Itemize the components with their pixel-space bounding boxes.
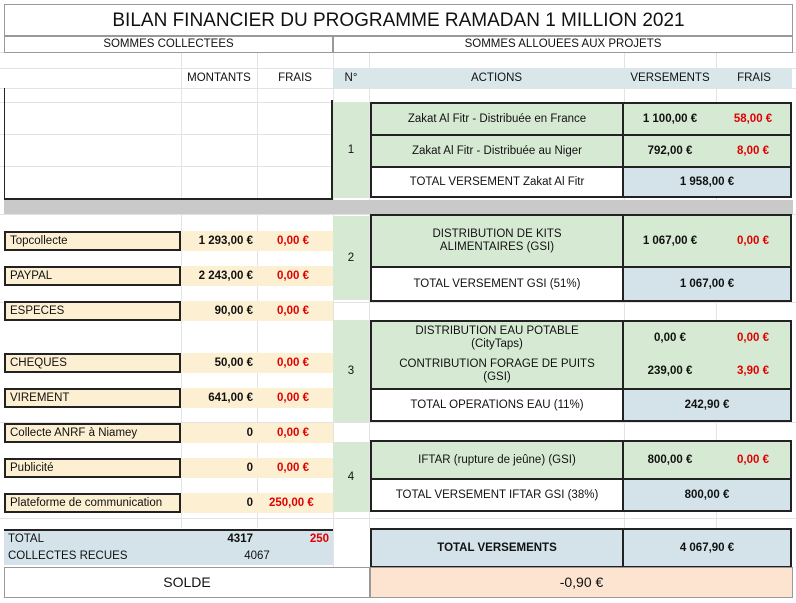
project-1-divider — [372, 134, 790, 136]
montants-column-header: MONTANTS — [187, 71, 251, 84]
project-2-row-1-frais: 0,00 € — [716, 216, 790, 266]
page-title: BILAN FINANCIER DU PROGRAMME RAMADAN 1 MILLION 2021 — [4, 4, 793, 36]
solde-label: SOLDE — [4, 567, 370, 598]
collection-amount: 50,00 € — [181, 353, 257, 373]
number-column-header: N° — [333, 68, 369, 88]
collectes-recues-value: 4067 — [181, 547, 333, 565]
project-1-total-value: 1 958,00 € — [624, 168, 790, 196]
project-4-row-1-action: IFTAR (rupture de jeûne) (GSI) — [372, 442, 622, 478]
project-1-row-1-versement: 1 100,00 € — [624, 104, 716, 134]
grand-total-label: TOTAL VERSEMENTS — [437, 541, 557, 554]
collection-amount: 0 — [181, 458, 257, 478]
collection-fee: 0,00 € — [257, 301, 333, 321]
collection-label: Topcollecte — [4, 231, 181, 251]
collection-label: ESPECES — [4, 301, 181, 321]
separator-band — [4, 200, 793, 214]
collection-amount: 0 — [181, 423, 257, 443]
total-fee: 250 — [257, 529, 333, 547]
project-3-row-1-action: DISTRIBUTION EAU POTABLE (CityTaps) — [372, 322, 622, 354]
project-1-row-1-frais: 58,00 € — [716, 104, 790, 134]
frais-right-column-header: FRAIS — [716, 68, 792, 88]
project-3-number: 3 — [333, 320, 369, 422]
collection-label: VIREMENT — [4, 388, 181, 408]
collection-label: Publicité — [4, 458, 181, 478]
project-3-row-1-versement: 0,00 € — [624, 322, 716, 354]
collection-fee: 0,00 € — [257, 231, 333, 251]
collection-label: Collecte ANRF à Niamey — [4, 423, 181, 443]
collection-amount: 2 243,00 € — [181, 266, 257, 286]
project-1-number: 1 — [333, 102, 369, 198]
project-1-row-2-action: Zakat Al Fitr - Distribuée au Niger — [372, 136, 622, 166]
collected-section-header: SOMMES COLLECTEES — [4, 36, 333, 53]
collection-fee: 0,00 € — [257, 353, 333, 373]
collection-label: PAYPAL — [4, 266, 181, 286]
solde-value: -0,90 € — [370, 567, 793, 598]
project-3-total-label: TOTAL OPERATIONS EAU (11%) — [410, 398, 584, 411]
project-3-row-1-frais: 0,00 € — [716, 322, 790, 354]
collection-fee: 0,00 € — [257, 423, 333, 443]
project-1-row-2-frais: 8,00 € — [716, 136, 790, 166]
project-2-row-1-action: DISTRIBUTION DE KITS ALIMENTAIRES (GSI) — [372, 216, 622, 266]
project-1-row-2-versement: 792,00 € — [624, 136, 716, 166]
project-4-row-1-versement: 800,00 € — [624, 442, 716, 478]
project-4-total-value: 800,00 € — [624, 480, 790, 510]
project-4-row-1-frais: 0,00 € — [716, 442, 790, 478]
collection-fee: 0,00 € — [257, 458, 333, 478]
versements-column-header: VERSEMENTS — [624, 68, 716, 88]
grand-total-value: 4 067,90 € — [679, 541, 735, 554]
project-3-row-2-versement: 239,00 € — [624, 354, 716, 388]
total-label: TOTAL — [4, 529, 181, 547]
collection-amount: 0 — [181, 493, 257, 513]
frais-column-header: FRAIS — [278, 71, 312, 84]
left-upper-block — [4, 88, 333, 200]
project-2-total-value: 1 067,00 € — [624, 268, 790, 300]
project-4-number: 4 — [333, 442, 369, 512]
collection-label: CHEQUES — [4, 353, 181, 373]
project-2-total-label: TOTAL VERSEMENT GSI (51%) — [413, 277, 581, 290]
collection-fee: 0,00 € — [257, 388, 333, 408]
project-2-row-1-versement: 1 067,00 € — [624, 216, 716, 266]
project-2-number: 2 — [333, 216, 369, 300]
total-amount: 4317 — [181, 529, 257, 547]
allocated-section-header: SOMMES ALLOUEES AUX PROJETS — [333, 36, 793, 53]
collection-fee: 250,00 € — [257, 493, 333, 513]
collection-fee: 0,00 € — [257, 266, 333, 286]
collection-amount: 641,00 € — [181, 388, 257, 408]
project-3-total-value: 242,90 € — [624, 390, 790, 420]
project-4-total-label: TOTAL VERSEMENT IFTAR GSI (38%) — [395, 488, 599, 501]
project-3-row-2-frais: 3,90 € — [716, 354, 790, 388]
project-1-row-1-action: Zakat Al Fitr - Distribuée en France — [372, 104, 622, 134]
collectes-recues-label: COLLECTES RECUES — [4, 547, 181, 565]
project-3-row-2-action: CONTRIBUTION FORAGE DE PUITS (GSI) — [372, 354, 622, 388]
collection-amount: 90,00 € — [181, 301, 257, 321]
project-1-total-label: TOTAL VERSEMENT Zakat Al Fitr — [409, 175, 585, 188]
collection-label: Plateforme de communication — [4, 493, 181, 513]
actions-column-header: ACTIONS — [369, 68, 624, 88]
collection-amount: 1 293,00 € — [181, 231, 257, 251]
